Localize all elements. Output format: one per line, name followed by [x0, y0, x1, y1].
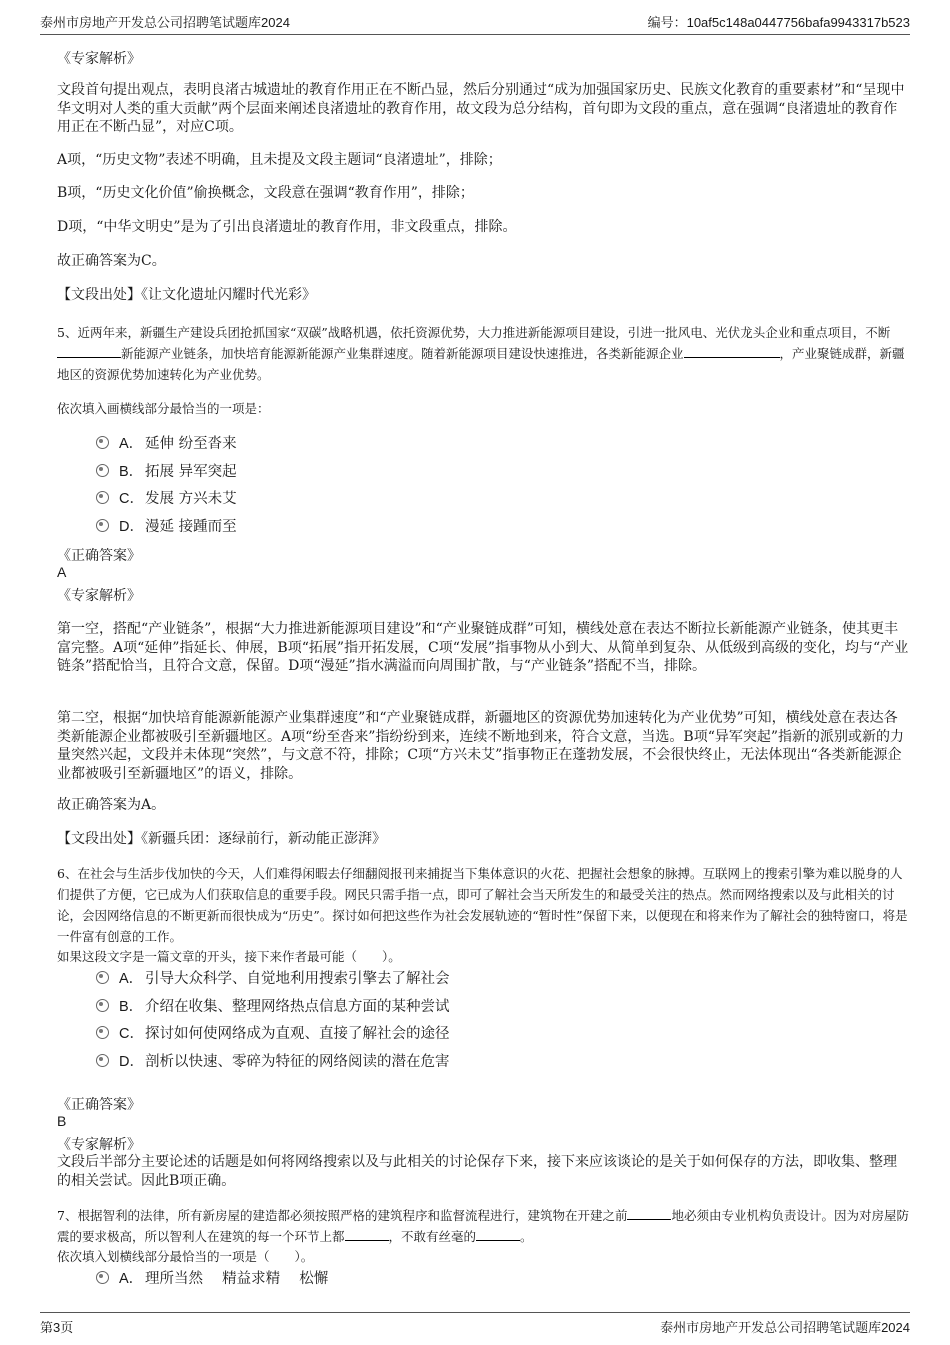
footer-title: 泰州市房地产开发总公司招聘笔试题库2024 [660, 1319, 910, 1335]
q5-option-c[interactable] [96, 484, 237, 512]
q4-conclusion: 故正确答案为C。 [57, 253, 166, 269]
q5-analysis-2-block [57, 709, 910, 783]
q6-answer-label: 《正确答案》 [57, 1097, 141, 1113]
q4-expert-label-block [57, 48, 910, 68]
option-key: D． [119, 518, 144, 535]
q4-a-block [57, 151, 910, 170]
q4-analysis-para: 文段首句提出观点，表明良渚古城遗址的教育作用正在不断凸显，然后分别通过“成为加强国家历史、民族文化教育的重要素材”和“呈现中华文明对人类的重大贡献”两个层面来阐述良渚遗址的教育作用，故文段为总分结构，首句即为文段的重点，意在强调“良渚遗址的教育作用正在不断凸显”，对应C项。 [57, 82, 905, 135]
q5-analysis-1-block [57, 620, 910, 676]
q5-source-block [57, 830, 910, 849]
q5-prompt-block [57, 398, 910, 419]
option-key: A． [119, 1271, 144, 1288]
q5-answer-label-block [57, 545, 910, 565]
option-key: C． [119, 1026, 144, 1043]
radio-icon[interactable] [96, 1026, 109, 1039]
q7-stem-part1: 7、根据智利的法律，所有新房屋的建造都必须按照严格的建筑程序和监督流程进行，建筑物在开建之前 [57, 1208, 628, 1223]
q5-stem [57, 322, 910, 385]
q5-analysis-para1: 第一空，搭配“产业链条”，根据“大力推进新能源项目建设”和“产业聚链成群”可知，横线处意在表达不断拉长新能源产业链条，使其更丰富完整。A项“延伸”指延长、伸展，B项“拓展”指开拓发展，C项“发展”指事物从小到大、从简单到复杂、从低级到高级的变化，均与“产业链条”搭配恰当，且符合文意，保留。D项“漫延”指水满溢而向周围扩散，与“产业链条”搭配不当，排除。 [57, 621, 909, 674]
q5-stem-part3: ，产业聚链成群，新疆地区的资源优势加速转化为产业优势。 [57, 346, 905, 382]
q6-options [96, 964, 450, 1074]
q4-option-b-analysis: B项，“历史文化价值”偷换概念，文段意在强调“教育作用”，排除； [57, 185, 474, 201]
radio-icon[interactable] [96, 519, 109, 532]
q6-option-a[interactable] [96, 964, 450, 992]
page-footer [40, 1312, 910, 1337]
option-text: 介绍在收集、整理网络热点信息方面的某种尝试 [145, 998, 450, 1015]
q6-option-b[interactable] [96, 992, 450, 1020]
q6-expert-label: 《专家解析》 [57, 1137, 141, 1153]
option-key: D． [119, 1053, 144, 1070]
q7-blank-2 [345, 1228, 389, 1241]
q5-source: 【文段出处】《新疆兵团：逐绿前行，新动能正澎湃》 [57, 831, 386, 847]
option-text: 理所当然 精益求精 松懈 [145, 1271, 329, 1288]
option-key: A． [119, 436, 144, 453]
q7-stem-part2: 地必须由专业机构负责设计。因为对房屋防震的要求极高，所以智利人在建筑的每一个环节上都 [57, 1208, 909, 1244]
option-text: 引导大众科学、自觉地利用搜索引擎去了解社会 [145, 971, 450, 988]
q7-prompt: 依次填入划横线部分最恰当的一项是（ ）。 [57, 1249, 314, 1264]
option-key: A． [119, 971, 144, 988]
q6-option-c[interactable] [96, 1019, 450, 1047]
q4-analysis [57, 81, 910, 137]
option-key: B． [119, 998, 144, 1015]
option-text: 发展 方兴未艾 [145, 491, 237, 508]
q7-options [96, 1264, 328, 1292]
q5-stem-text [57, 322, 910, 385]
page-number: 第3页 [40, 1319, 74, 1335]
radio-icon[interactable] [96, 1054, 109, 1067]
q5-stem-part1: 5、近两年来，新疆生产建设兵团抢抓国家“双碳”战略机遇，依托资源优势，大力推进新能源项目建设，引进一批风电、光伏龙头企业和重点项目，不断 [57, 325, 891, 340]
q5-stem-part2: 新能源产业链条，加快培育能源新能源产业集群速度。随着新能源项目建设快速推进，各类新能源企业 [121, 346, 684, 361]
q5-expert-label-block [57, 585, 910, 605]
q4-conclusion-block [57, 252, 910, 271]
q5-conclusion-block [57, 796, 910, 815]
q4-source: 【文段出处】《让文化遗址闪耀时代光彩》 [57, 287, 316, 303]
option-text: 剖析以快速、零碎为特征的网络阅读的潜在危害 [145, 1053, 450, 1070]
q4-b-block [57, 184, 910, 203]
q5-blank-1 [57, 345, 121, 358]
q6-option-d[interactable] [96, 1047, 450, 1075]
radio-icon[interactable] [96, 999, 109, 1012]
radio-icon[interactable] [96, 491, 109, 504]
radio-icon[interactable] [96, 436, 109, 449]
q5-expert-label: 《专家解析》 [57, 588, 141, 604]
q5-analysis-para2: 第二空，根据“加快培育能源新能源产业集群速度”和“产业聚链成群，新疆地区的资源优势加速转化为产业优势”可知，横线处意在表达各类新能源企业都被吸引至新疆地区。A项“纷至沓来”指纷纷到来，连续不断地到来，符合文意，当选。B项“异军突起”指新的派别或新的力量突然兴起，文段并未体现“突然”，与文意不符，排除；C项“方兴未艾”指事物正在蓬勃发展，不会很快终止，无法体现出“各类新能源企业都被吸引至新疆地区”的语义，排除。 [57, 710, 905, 782]
q6-analysis: 文段后半部分主要论述的话题是如何将网络搜索以及与此相关的讨论保存下来，接下来应该谈论的是关于如何保存的方法，即收集、整理的相关尝试。因此B项正确。 [57, 1154, 897, 1189]
page-header [40, 12, 910, 35]
q5-answer-label: 《正确答案》 [57, 548, 141, 564]
q5-prompt: 依次填入画横线部分最恰当的一项是： [57, 401, 270, 416]
q5-blank-2 [684, 345, 780, 358]
q6-prompt: 如果这段文字是一篇文章的开头，接下来作者最可能（ ）。 [57, 949, 401, 964]
q4-d-block [57, 218, 910, 237]
q6-analysis-block [57, 1153, 910, 1190]
q4-source-block [57, 286, 910, 305]
option-key: B． [119, 463, 144, 480]
q5-conclusion: 故正确答案为A。 [57, 797, 166, 813]
radio-icon[interactable] [96, 971, 109, 984]
q6-stem [57, 863, 910, 947]
radio-icon[interactable] [96, 464, 109, 477]
q5-option-d[interactable] [96, 512, 237, 540]
q4-option-a-analysis: A项，“历史文物”表述不明确，且未提及文段主题词“良渚遗址”，排除； [57, 152, 502, 168]
q5-answer: A [57, 564, 67, 580]
q6-answer: B [57, 1113, 67, 1129]
option-text: 漫延 接踵而至 [145, 518, 237, 535]
q4-option-d-analysis: D项，“中华文明史”是为了引出良渚遗址的教育作用，非文段重点，排除。 [57, 219, 517, 235]
q6-expert-label-block [57, 1134, 910, 1154]
q7-stem-part3: ，不敢有丝毫的 [388, 1229, 477, 1244]
q5-option-a[interactable] [96, 429, 237, 457]
q7-stem-part4: 。 [520, 1229, 533, 1244]
q7-option-a[interactable] [96, 1264, 328, 1292]
option-text: 延伸 纷至沓来 [145, 436, 237, 453]
header-title: 泰州市房地产开发总公司招聘笔试题库2024 [40, 15, 290, 30]
q7-stem-text [57, 1205, 910, 1247]
q5-answer-block [57, 564, 910, 580]
q7-stem [57, 1205, 910, 1247]
option-text: 拓展 异军突起 [145, 463, 237, 480]
q6-answer-block [57, 1113, 910, 1129]
q4-expert-label: 《专家解析》 [57, 51, 141, 67]
q7-blank-3 [476, 1228, 520, 1241]
q5-option-b[interactable] [96, 457, 237, 485]
q7-blank-1 [627, 1207, 671, 1220]
q5-options [96, 429, 237, 539]
q6-stem-text: 6、在社会与生活步伐加快的今天，人们难得闲暇去仔细翻阅报刊来捕捉当下集体意识的火花、把握社会想象的脉搏。互联网上的搜索引擎为难以脱身的人们提供了方便，它已成为人们获取信息的重要手段。网民只需手指一点，即可了解社会当天所发生的和最受关注的热点。然而网络搜索以及与此相关的讨论，会因网络信息的不断更新而很快成为“历史”。探讨如何把这些作为社会发展轨迹的“暂时性”保留下来，以便现在和将来作为了解社会的独特窗口，将是一件富有创意的工作。 [57, 866, 908, 944]
option-text: 探讨如何使网络成为直观、直接了解社会的途径 [145, 1026, 450, 1043]
header-doc-id: 编号：10af5c148a0447756bafa9943317b523 [647, 15, 910, 30]
radio-icon[interactable] [96, 1271, 109, 1284]
option-key: C． [119, 491, 144, 508]
q6-answer-label-block [57, 1094, 910, 1114]
